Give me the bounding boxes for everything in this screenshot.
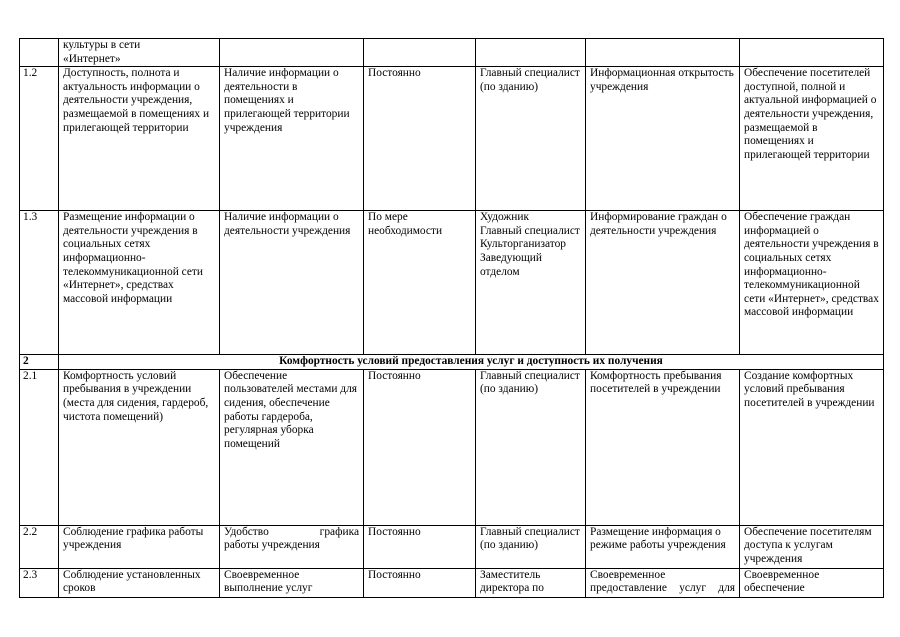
- result-cell: Информационная открытость учреждения: [586, 67, 740, 211]
- deadline-cell: Постоянно: [364, 525, 476, 568]
- responsible-cell: Главный специалист (по зданию): [476, 67, 586, 211]
- measures-table: [19, 38, 884, 598]
- responsible-cell: Главный специалист (по зданию): [476, 369, 586, 525]
- goal-cell: Своевременное обеспечение: [740, 568, 884, 597]
- row-number: 1.3: [20, 211, 59, 355]
- result-cell: Размещение информация о режиме работы учреждения: [586, 525, 740, 568]
- deadline-cell: [364, 39, 476, 67]
- measure-cell: Наличие информации о деятельности в помещениях и прилегающей территории учреждения: [220, 67, 364, 211]
- result-cell: [586, 568, 740, 597]
- row-number: 2.2: [20, 525, 59, 568]
- goal-cell: Обеспечение граждан информацией о деятельности учреждения в социальных сетях информационно-телекоммуникационной сети «Интернет», средствах массовой информации: [740, 211, 884, 355]
- table-row: [20, 369, 884, 525]
- measure-cell: Обеспечение пользователей местами для сидения, обеспечение работы гардероба, регулярная уборка помещений: [220, 369, 364, 525]
- measure-cell: Своевременное выполнение услуг: [220, 568, 364, 597]
- deadline-cell: По мере необходимости: [364, 211, 476, 355]
- responsible-cell: Главный специалист (по зданию): [476, 525, 586, 568]
- table-row: [20, 67, 884, 211]
- indicator-cell: Соблюдение графика работы учреждения: [59, 525, 220, 568]
- deadline-cell: Постоянно: [364, 67, 476, 211]
- row-number: 1.2: [20, 67, 59, 211]
- indicator-cell: Доступность, полнота и актуальность информации о деятельности учреждения, размещаемой в помещениях и прилегающей территории: [59, 67, 220, 211]
- section-header-row: [20, 355, 884, 370]
- responsible-cell: [476, 39, 586, 67]
- table-row: [20, 39, 884, 67]
- result-line: Своевременное: [590, 568, 666, 581]
- result-cell: Комфортность пребывания посетителей в учреждении: [586, 369, 740, 525]
- goal-cell: [740, 39, 884, 67]
- indicator-cell: Комфортность условий пребывания в учреждении (места для сидения, гардероб, чистота помещений): [59, 369, 220, 525]
- indicator-cell: Соблюдение установленных сроков: [59, 568, 220, 597]
- table-row: [20, 211, 884, 355]
- row-number: 2.3: [20, 568, 59, 597]
- deadline-cell: Постоянно: [364, 369, 476, 525]
- result-cell: [586, 39, 740, 67]
- section-title: Комфортность условий предоставления услуг и доступность их получения: [59, 355, 884, 370]
- measure-cell: [220, 525, 364, 568]
- indicator-cell: Размещение информации о деятельности учреждения в социальных сетях информационно-телекоммуникационной сети «Интернет», средствах массовой информации: [59, 211, 220, 355]
- table-row: [20, 568, 884, 597]
- goal-cell: Обеспечение посетителям доступа к услугам учреждения: [740, 525, 884, 568]
- deadline-cell: Постоянно: [364, 568, 476, 597]
- row-number: 2.1: [20, 369, 59, 525]
- table-row: [20, 525, 884, 568]
- measure-line: работы учреждения: [224, 539, 320, 552]
- measure-cell: [220, 39, 364, 67]
- row-number: [20, 39, 59, 67]
- responsible-cell: Художник Главный специалист Культорганизатор Заведующий отделом: [476, 211, 586, 355]
- goal-cell: Обеспечение посетителей доступной, полной и актуальной информацией о деятельности учреждения, размещаемой в помещениях и прилегающей территории: [740, 67, 884, 211]
- measure-cell: Наличие информации о деятельности учреждения: [220, 211, 364, 355]
- indicator-cell: культуры в сети «Интернет»: [59, 39, 220, 67]
- section-number: 2: [20, 355, 59, 370]
- responsible-cell: Заместитель директора по: [476, 568, 586, 597]
- result-line: предоставление услуг для: [590, 582, 735, 595]
- result-cell: Информирование граждан о деятельности учреждения: [586, 211, 740, 355]
- measure-line: Удобство графика: [224, 525, 359, 538]
- goal-cell: Создание комфортных условий пребывания посетителей в учреждении: [740, 369, 884, 525]
